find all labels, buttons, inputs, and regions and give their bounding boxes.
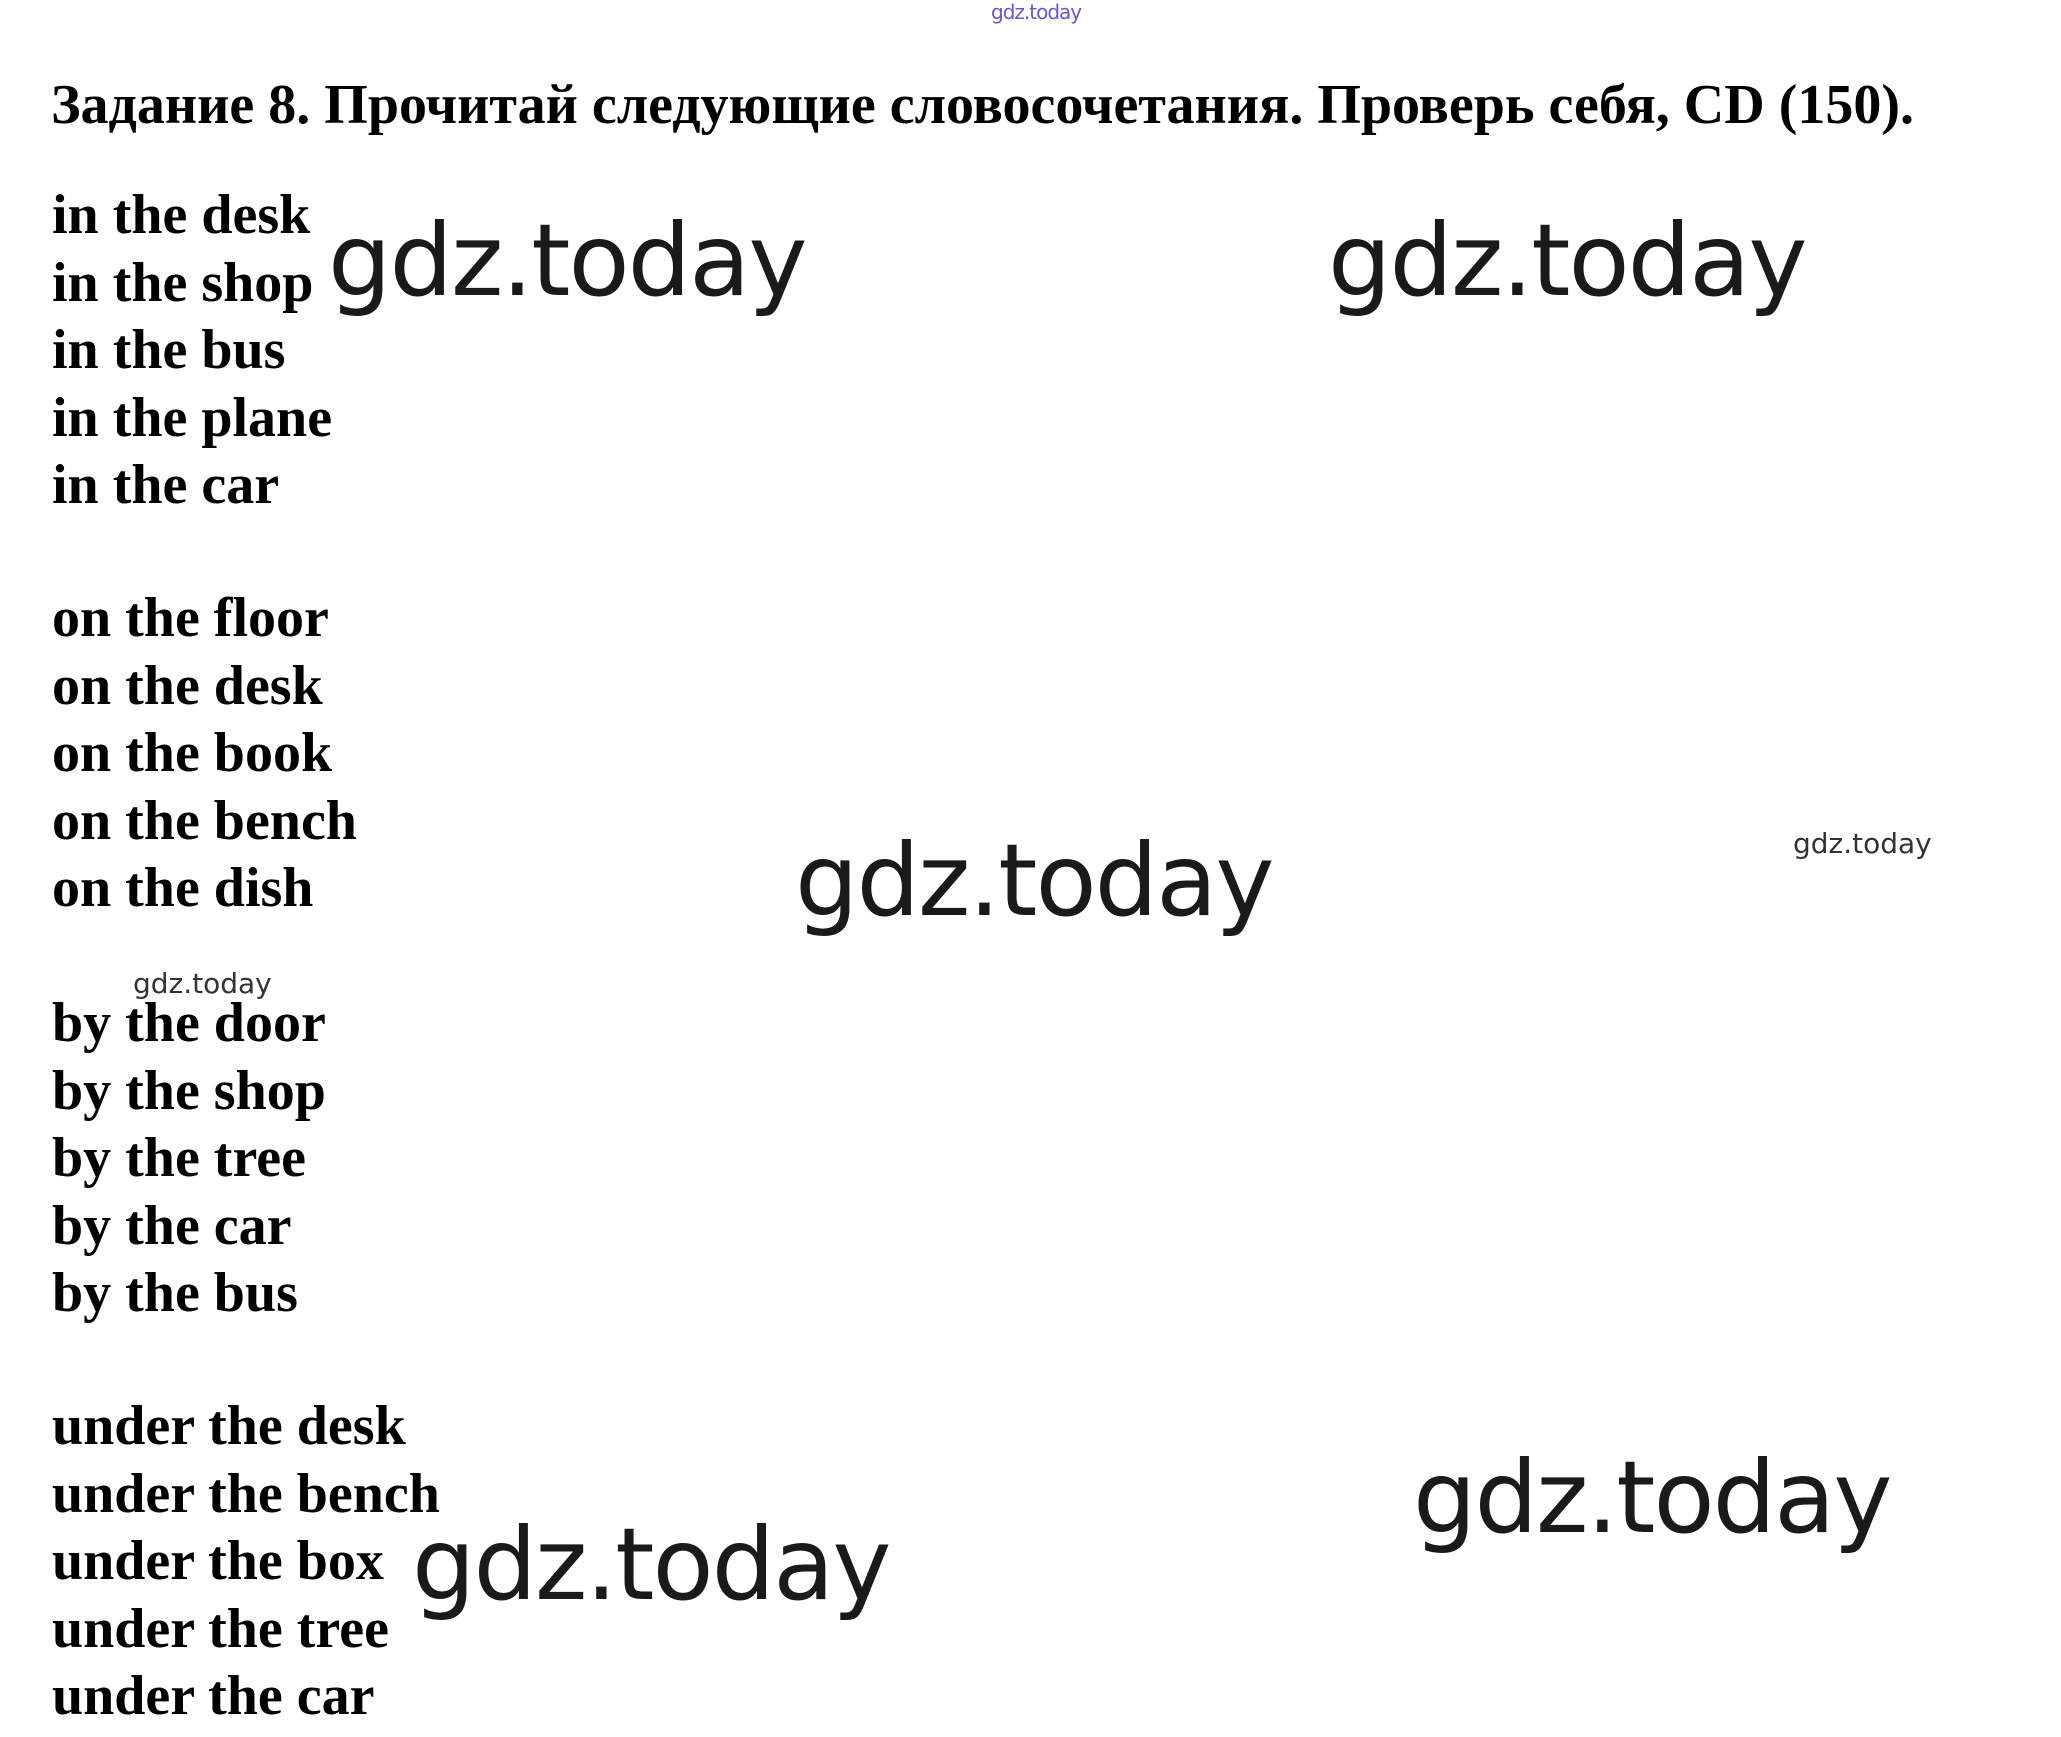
phrase-item: on the bench (52, 789, 357, 852)
phrase-item: in the car (52, 454, 280, 516)
phrase-item: on the desk (52, 654, 323, 717)
watermark: gdz.today (412, 1506, 890, 1623)
phrase-item: by the car (52, 1194, 292, 1257)
header-watermark: gdz.today (991, 0, 1082, 24)
watermark: gdz.today (1413, 1439, 1891, 1556)
phrase-item: under the car (52, 1665, 375, 1727)
phrase-item: under the tree (52, 1597, 389, 1660)
phrase-item: in the shop (52, 251, 314, 314)
phrase-group-in (52, 182, 332, 520)
phrase-item: by the door (52, 992, 326, 1054)
phrase-item: by the tree (52, 1127, 306, 1189)
phrase-item: in the bus (52, 319, 286, 381)
page-title: Задание 8. Прочитай следующие словосочетания. Проверь себя, CD (150). (51, 74, 1914, 136)
phrase-item: in the desk (52, 184, 311, 246)
phrase-item: on the dish (52, 857, 314, 919)
phrase-item: under the bench (52, 1462, 440, 1525)
phrase-item: in the plane (52, 386, 333, 449)
phrase-item: on the floor (52, 587, 329, 649)
phrase-item: under the desk (52, 1395, 406, 1457)
phrase-group-on (52, 585, 357, 923)
watermark: gdz.today (795, 822, 1273, 939)
watermark: gdz.today (1793, 827, 1932, 860)
phrase-group-by (52, 990, 326, 1328)
phrase-item: under the box (52, 1530, 384, 1592)
watermark: gdz.today (1328, 202, 1806, 319)
phrase-item: on the book (52, 722, 333, 784)
watermark: gdz.today (328, 202, 806, 319)
phrase-group-under (52, 1393, 440, 1731)
phrase-item: by the bus (52, 1262, 298, 1324)
watermark: gdz.today (133, 967, 272, 1000)
phrase-item: by the shop (52, 1059, 326, 1122)
